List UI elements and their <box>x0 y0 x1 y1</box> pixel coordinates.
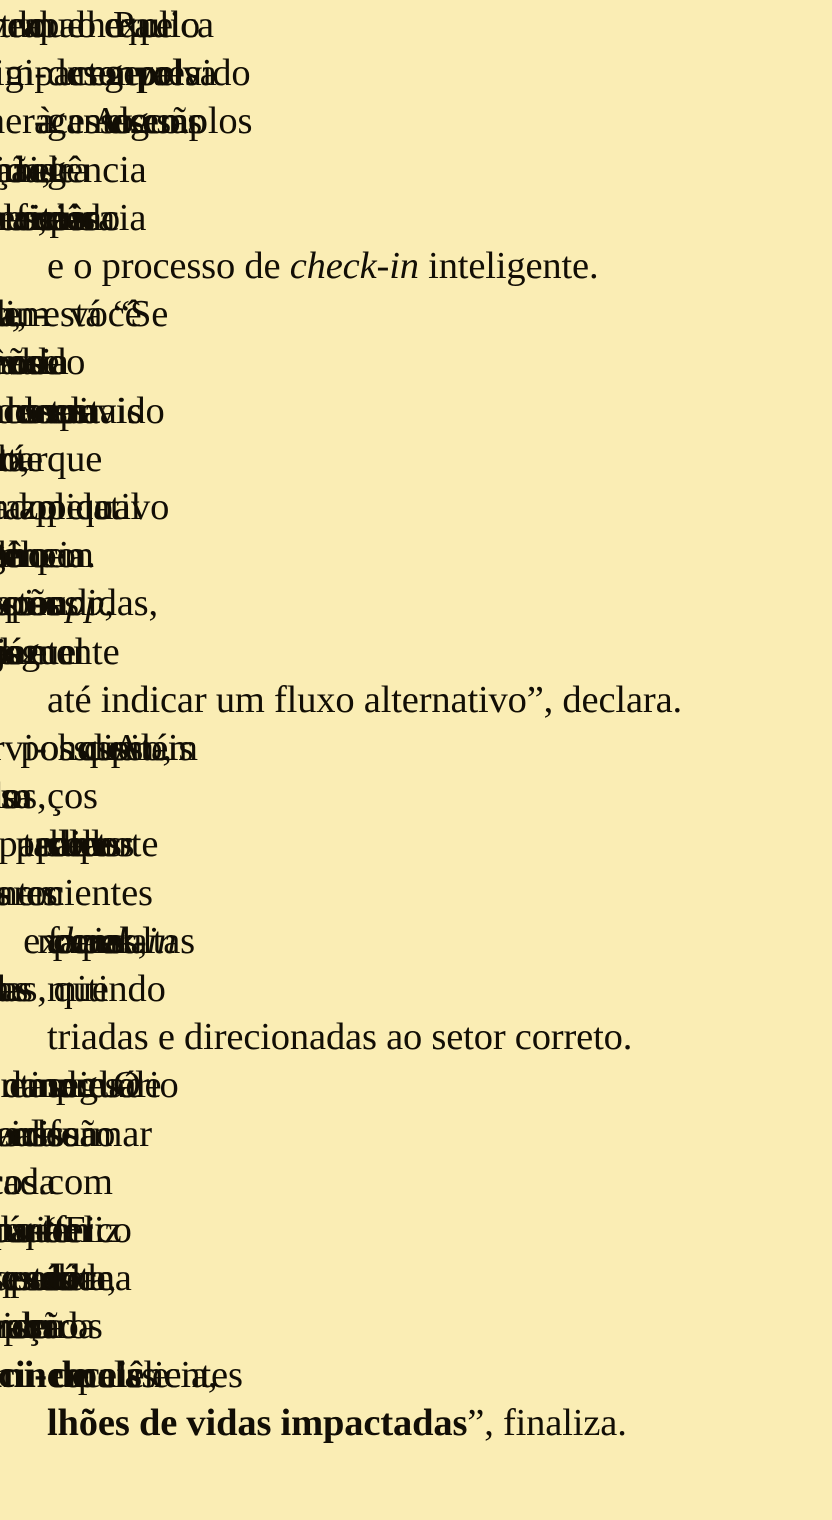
article-line <box>47 290 790 338</box>
article-line <box>47 49 790 97</box>
article-line <box>47 724 790 772</box>
bold-term: lhões de vidas impactadas <box>47 1401 468 1444</box>
line-text-run: inteligente. <box>418 245 599 288</box>
article-line <box>47 917 790 965</box>
italic-term: check-in <box>47 919 177 962</box>
article-paragraph <box>47 290 790 724</box>
article-paragraph <box>47 1061 790 1447</box>
article-paragraph <box>47 724 790 1061</box>
article-line: do se vale ou não a pena ir para a emergência de <box>47 341 48 384</box>
article-line <box>47 1206 790 1254</box>
italic-term: app <box>47 582 105 625</box>
article-line: triadas e direcionadas ao setor correto. <box>47 1016 633 1059</box>
article-line: dos leitos trazendo mais eficiência para os times, <box>47 196 48 239</box>
article-line <box>47 965 790 1013</box>
article-line: até indicar um fluxo alternativo”, declara. <box>47 678 682 721</box>
article-line: com cada vez menos processos burocráticos. <box>47 1160 48 1203</box>
article-line <box>47 579 790 627</box>
article-line <box>47 531 790 579</box>
article-line <box>47 1351 790 1399</box>
line-text-run: excelência, clientes e pelas <box>47 1353 66 1396</box>
article-line <box>47 1061 790 1109</box>
article-line <box>47 772 790 820</box>
article-line <box>47 97 790 145</box>
article-line <box>47 146 790 194</box>
article-line <box>47 387 790 435</box>
article-paragraph <box>47 1 790 290</box>
article-line <box>47 1399 790 1447</box>
line-text-run: ”, finaliza. <box>467 1401 627 1444</box>
article-line: tal já consegue te receber mais rapidamente e <box>47 630 48 673</box>
line-text-run: e o processo de <box>47 245 290 288</box>
article-line <box>47 1 790 49</box>
article-line <box>47 1254 790 1302</box>
article-line: pelo aplicativo qual o prazo de espera estimado <box>47 486 48 529</box>
article-line: a missão vem sendo abraçada por parceiros de <box>47 1305 48 1348</box>
article-line: que está sentindo, pode simplesmente consultar <box>47 437 48 480</box>
article-line: sua missão de transformar a vida das pessoas <box>47 1112 48 1155</box>
article-line: como suporte de tablets para pedidos de pa- <box>47 823 48 866</box>
article-body <box>47 0 790 1447</box>
article-line: cientes em leitos hospitalares e reconhecimento <box>47 871 48 914</box>
article-line <box>47 242 790 290</box>
italic-term: check-in <box>289 245 419 288</box>
